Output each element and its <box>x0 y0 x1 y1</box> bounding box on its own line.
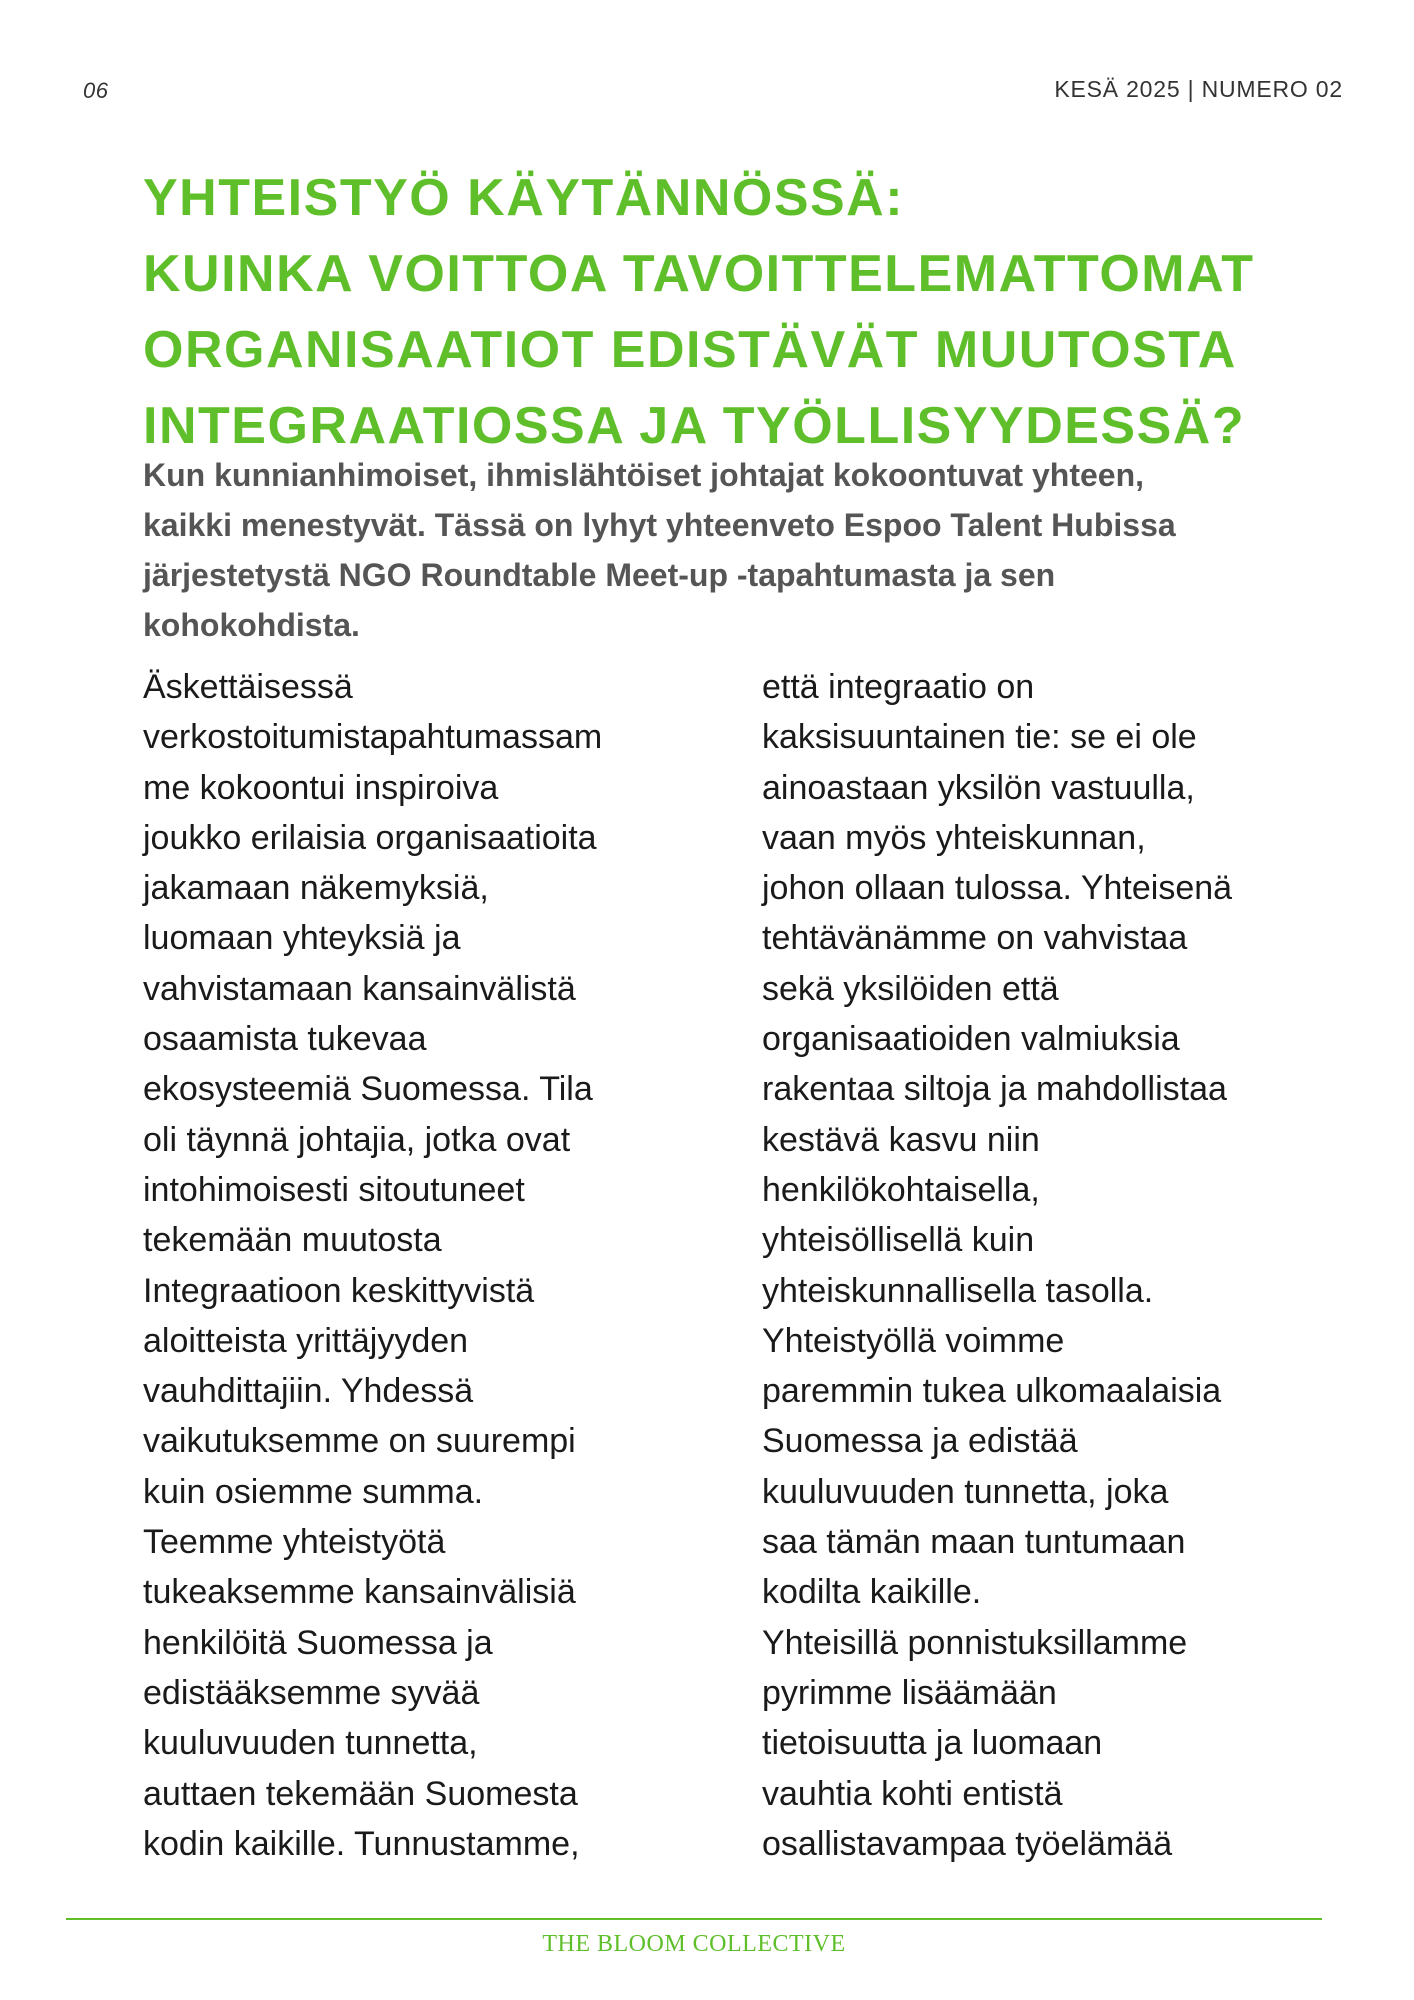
headline-line: INTEGRAATIOSSA JA TYÖLLISYYDESSÄ? <box>143 397 1246 455</box>
issue-info: KESÄ 2025 | NUMERO 02 <box>1054 76 1343 102</box>
body-line: kaksisuuntainen tie: se ei ole <box>762 718 1197 757</box>
body-line: yhteisöllisellä kuin <box>762 1221 1035 1260</box>
body-line: tietoisuutta ja luomaan <box>762 1724 1103 1763</box>
body-line: Integraatioon keskittyvistä <box>143 1271 535 1310</box>
body-line: kuuluvuuden tunnetta, joka <box>762 1472 1169 1511</box>
body-line: vahvistamaan kansainvälistä <box>143 969 576 1008</box>
body-line: johon ollaan tulossa. Yhteisenä <box>762 869 1233 908</box>
body-line: pyrimme lisäämään <box>762 1673 1057 1712</box>
body-column-right <box>762 662 1342 1869</box>
body-line: tukeaksemme kansainvälisiä <box>143 1573 576 1612</box>
body-line: että integraatio on <box>762 668 1035 706</box>
body-column-left <box>143 662 703 1869</box>
body-line: ainoastaan yksilön vastuulla, <box>762 768 1195 807</box>
body-line: Yhteistyöllä voimme <box>762 1321 1065 1360</box>
body-line: rakentaa siltoja ja mahdollistaa <box>762 1070 1227 1109</box>
body-line: vauhdittajiin. Yhdessä <box>143 1372 474 1411</box>
body-line: verkostoitumistapahtumassam <box>143 718 603 757</box>
article-lede: Kun kunnianhimoiset, ihmislähtöiset johtajat kokoontuvat yhteen, kaikki menestyvät. Tässä on lyhyt yhteenveto Espoo Talent Hubissa järjestetystä NGO Roundtable Meet-up -tapahtumasta ja sen kohokohdista. <box>143 457 1176 643</box>
body-line: kuuluvuuden tunnetta, <box>143 1724 478 1763</box>
body-line: saa tämän maan tuntumaan <box>762 1523 1186 1562</box>
footer-divider <box>66 1918 1322 1920</box>
article-headline <box>143 160 1363 464</box>
body-line: sekä yksilöiden että <box>762 969 1059 1008</box>
body-line: intohimoisesti sitoutuneet <box>143 1170 525 1209</box>
body-line: kuin osiemme summa. <box>143 1472 484 1511</box>
body-line: vaikutuksemme on suurempi <box>143 1422 576 1461</box>
body-line: edistääksemme syvää <box>143 1673 480 1712</box>
body-line: osallistavampaa työelämää <box>762 1824 1173 1863</box>
body-line: aloitteista yrittäjyyden <box>143 1321 469 1360</box>
body-line: kodilta kaikille. <box>762 1573 982 1612</box>
footer-publication-name: THE BLOOM COLLECTIVE <box>542 1931 846 1957</box>
body-line: tekemään muutosta <box>143 1221 442 1260</box>
body-line: Yhteisillä ponnistuksillamme <box>762 1623 1188 1662</box>
body-line: ekosysteemiä Suomessa. Tila <box>143 1070 593 1109</box>
body-line: joukko erilaisia organisaatioita <box>143 818 597 857</box>
headline-line: YHTEISTYÖ KÄYTÄNNÖSSÄ: <box>143 169 905 227</box>
headline-line: KUINKA VOITTOA TAVOITTELEMATTOMAT <box>143 245 1255 303</box>
body-line: henkilökohtaisella, <box>762 1170 1040 1209</box>
body-line: vaan myös yhteiskunnan, <box>762 818 1146 857</box>
body-line: Suomessa ja edistää <box>762 1422 1078 1461</box>
body-line: luomaan yhteyksiä ja <box>143 919 461 958</box>
body-line: Äskettäisessä <box>143 668 353 706</box>
body-line: tehtävänämme on vahvistaa <box>762 919 1188 958</box>
body-line: kodin kaikille. Tunnustamme, <box>143 1824 580 1863</box>
body-line: vauhtia kohti entistä <box>762 1774 1063 1813</box>
body-line: oli täynnä johtajia, jotka ovat <box>143 1120 571 1159</box>
body-line: me kokoontui inspiroiva <box>143 768 499 807</box>
body-line: jakamaan näkemyksiä, <box>143 869 489 908</box>
body-line: organisaatioiden valmiuksia <box>762 1020 1180 1059</box>
body-line: Teemme yhteistyötä <box>143 1523 446 1562</box>
body-line: auttaen tekemään Suomesta <box>143 1774 578 1813</box>
body-line: henkilöitä Suomessa ja <box>143 1623 493 1662</box>
body-line: osaamista tukevaa <box>143 1020 427 1059</box>
headline-line: ORGANISAATIOT EDISTÄVÄT MUUTOSTA <box>143 321 1237 379</box>
body-line: yhteiskunnallisella tasolla. <box>762 1271 1154 1310</box>
body-line: kestävä kasvu niin <box>762 1120 1040 1159</box>
body-line: paremmin tukea ulkomaalaisia <box>762 1372 1222 1411</box>
page-number: 06 <box>83 78 109 103</box>
